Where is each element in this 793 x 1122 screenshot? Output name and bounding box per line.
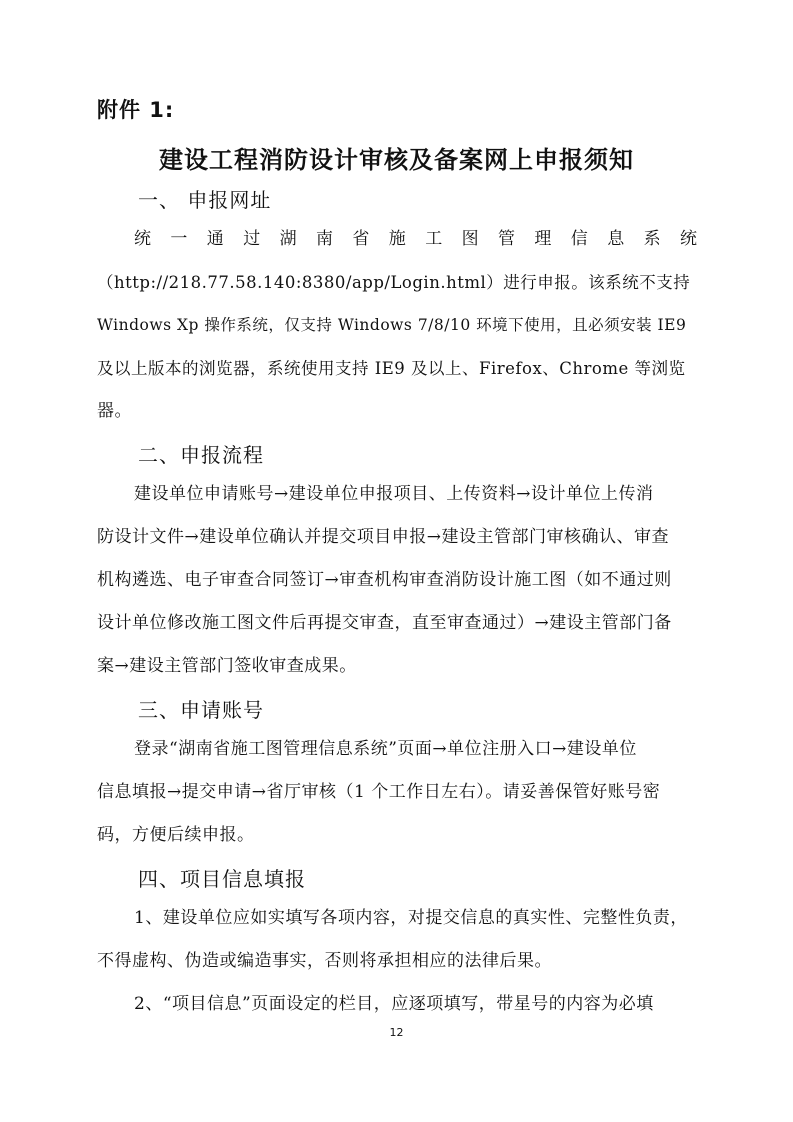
paragraph-line: 建设单位申请账号→建设单位申报项目、上传资料→设计单位上传消 xyxy=(134,484,654,504)
section-heading-1: 一、 申报网址 xyxy=(138,188,272,212)
paragraph-line: 器。 xyxy=(97,401,132,421)
paragraph-line: 1、建设单位应如实填写各项内容，对提交信息的真实性、完整性负责， xyxy=(134,908,688,928)
document-title: 建设工程消防设计审核及备案网上申报须知 xyxy=(159,146,634,174)
section-body-3 xyxy=(97,728,697,857)
paragraph-line: （http://218.77.58.140:8380/app/Login.html）进行申报。该系统不支持 xyxy=(97,273,691,292)
section-body-1 xyxy=(97,218,697,433)
paragraph-line: 码，方便后续申报。 xyxy=(97,825,255,845)
paragraph-line: Windows Xp 操作系统，仅支持 Windows 7/8/10 环境下使用，且必须安装 IE9 xyxy=(97,316,687,334)
paragraph-line: 登录“湖南省施工图管理信息系统”页面→单位注册入口→建设单位 xyxy=(134,739,637,759)
section-heading-3: 三、申请账号 xyxy=(138,698,264,722)
attachment-label: 附件 1: xyxy=(97,98,175,122)
paragraph-line: 机构遴选、电子审查合同签订→审查机构审查消防设计施工图（如不通过则 xyxy=(97,570,672,590)
paragraph-line: 不得虚构、伪造或编造事实，否则将承担相应的法律后果。 xyxy=(97,951,552,971)
paragraph-line: 设计单位修改施工图文件后再提交审查，直至审查通过）→建设主管部门备 xyxy=(97,613,672,633)
paragraph-line: 2、“项目信息”页面设定的栏目，应逐项填写，带星号的内容为必填 xyxy=(134,994,654,1014)
paragraph-line: 案→建设主管部门签收审查成果。 xyxy=(97,656,357,676)
paragraph-line: 防设计文件→建设单位确认并提交项目申报→建设主管部门审核确认、审查 xyxy=(97,527,669,547)
section-body-4 xyxy=(97,897,697,1026)
paragraph-line: 及以上版本的浏览器，系统使用支持 IE9 及以上、Firefox、Chrome 等浏览 xyxy=(97,359,686,378)
section-heading-4: 四、项目信息填报 xyxy=(138,867,306,891)
section-body-2 xyxy=(97,473,697,688)
section-heading-2: 二、申报流程 xyxy=(138,443,264,467)
page-number: 12 xyxy=(389,1026,404,1039)
paragraph-line: 信息填报→提交申请→省厅审核（1 个工作日左右）。请妥善保管好账号密 xyxy=(97,782,661,802)
paragraph-line: 统 一 通 过 湖 南 省 施 工 图 管 理 信 息 系 统 xyxy=(134,229,697,249)
